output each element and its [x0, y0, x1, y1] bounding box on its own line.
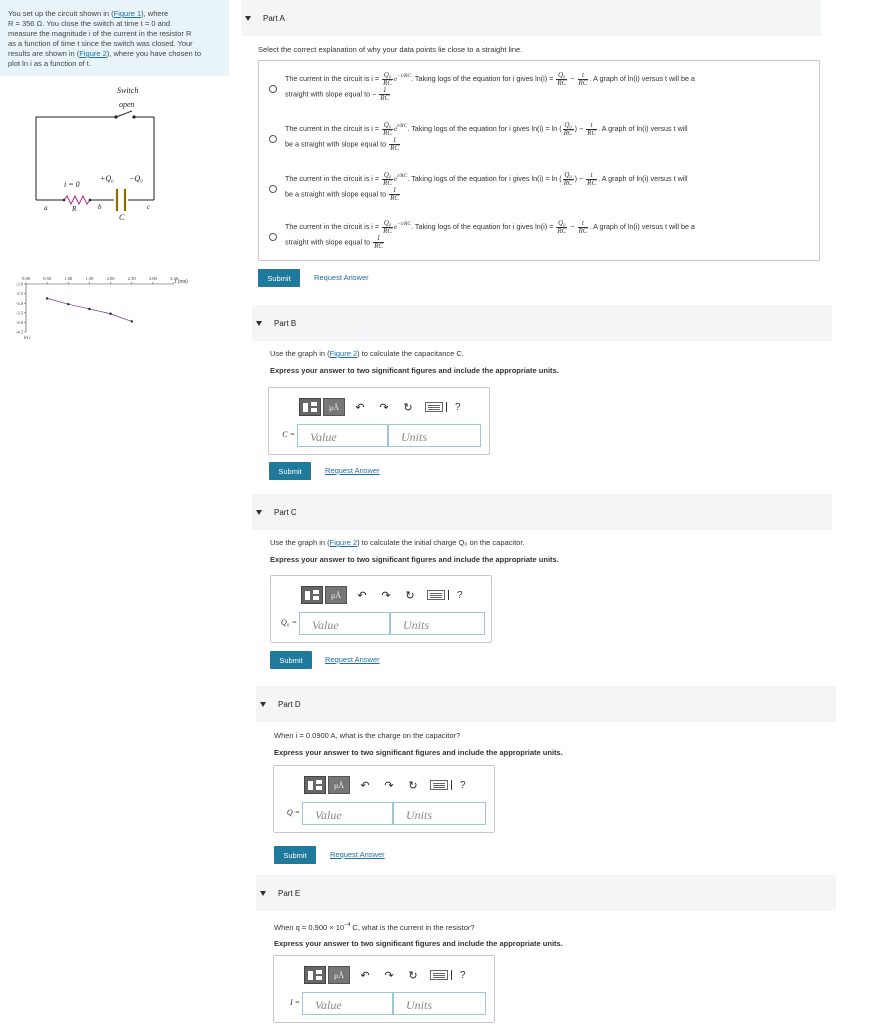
x-tick-label: 1.50: [85, 276, 94, 281]
redo-icon[interactable]: ↷: [381, 589, 391, 602]
intro-line-3: measure the magnitude i of the current in the resistor R: [8, 29, 192, 38]
part-b-title: Part B: [274, 318, 297, 328]
fraction: [382, 220, 393, 235]
templates-icon[interactable]: [304, 776, 326, 794]
option-text-part: be a straight with slope equal to: [285, 189, 387, 198]
minus-sign: −: [578, 124, 584, 133]
denominator: RC: [383, 226, 393, 235]
numerator: 1: [379, 87, 390, 95]
figure-2-link[interactable]: Figure 2: [329, 349, 358, 358]
prompt-text: Use the graph in (: [270, 349, 330, 358]
option-text-part: A graph of ln(i) versus t will be a: [593, 74, 695, 83]
part-b-prompt: [270, 349, 464, 358]
data-point: [67, 303, 69, 305]
part-c-prompt: [270, 538, 525, 547]
collapse-triangle-icon: [260, 702, 266, 707]
minus-sign: −: [570, 222, 575, 231]
node-a-label: a: [44, 204, 48, 212]
switch-blade: [116, 111, 132, 117]
part-d-answer-box: [273, 765, 495, 833]
fraction: [382, 122, 393, 137]
numerator: Q₀: [383, 120, 392, 129]
part-a-submit-button[interactable]: Submit: [258, 269, 300, 287]
variable-label: C =: [282, 430, 295, 439]
current-label: i = 0: [64, 180, 80, 189]
intro-line-4: as a function of time t since the switch was closed. Your: [8, 39, 193, 48]
part-c-title: Part C: [274, 507, 297, 517]
numerator: 1: [373, 235, 384, 243]
denominator: RC: [383, 78, 393, 87]
option-text-part: be a straight with slope equal to: [285, 139, 387, 148]
option-2-radio[interactable]: [269, 135, 277, 143]
denominator: RC: [380, 93, 390, 102]
divider: [451, 970, 452, 980]
option-2-text: The current in the circuit is i = $\frac{\text{Q₀}}{RC}$ $e^{t/RC}$. Taking logs of the equation for i gives ln(i) = ln ( $\frac{\text{Q₀}}{RC}$ ) − $\frac{t}{RC}$ . A graph of ln(i) versus t will be a straight with slope equal to $\frac{1}{RC}$: [285, 120, 688, 152]
help-icon[interactable]: ?: [460, 969, 466, 981]
value-input[interactable]: [299, 612, 390, 635]
part-e-prompt: [274, 922, 475, 932]
ln-i-vs-t-graph: [6, 270, 206, 350]
option-text-part: The current in the circuit is i =: [285, 74, 380, 83]
reset-icon[interactable]: ↻: [408, 779, 418, 792]
units-input[interactable]: [390, 612, 485, 635]
variable-label: Q₀ =: [281, 618, 297, 627]
option-text-part: A graph of ln(i) versus t will: [601, 174, 688, 183]
intro-line-1: [8, 9, 223, 19]
prompt-text: When q = 0.900 × 10: [274, 923, 345, 932]
keyboard-icon[interactable]: [425, 402, 443, 412]
part-d-header[interactable]: [256, 686, 836, 722]
fraction: [586, 122, 597, 137]
option-text-part: The current in the circuit is i =: [285, 222, 380, 231]
x-tick-label: 1.00: [64, 276, 73, 281]
denominator: RC: [383, 178, 393, 187]
denominator: RC: [383, 128, 393, 137]
part-a-prompt: Select the correct explanation of why your data points lie close to a straight line.: [258, 45, 523, 54]
data-point: [109, 313, 111, 315]
part-e-instructions: Express your answer to two significant figures and include the appropriate units.: [274, 939, 563, 948]
graph-axes: [24, 282, 174, 332]
fraction: [563, 122, 574, 137]
data-point: [131, 320, 133, 322]
problem-intro: [0, 0, 229, 76]
e-symbol: e: [394, 223, 398, 231]
prompt-text: C, what is the current in the resistor?: [350, 923, 475, 932]
fraction: [578, 72, 589, 87]
exponent: −4: [344, 922, 351, 928]
x-axis-label: t (ms): [175, 279, 188, 285]
numerator: Q₀: [564, 120, 572, 129]
data-series: [46, 297, 133, 322]
math-toolbar: [301, 584, 463, 606]
fraction: [373, 235, 384, 250]
switch-contact: [132, 115, 135, 118]
figure-1-link[interactable]: Figure 1: [113, 9, 142, 18]
y-tick-label: -4.0: [15, 320, 23, 325]
y-tick-label: -2.0: [15, 281, 23, 287]
option-text-part: Taking logs of the equation for i gives ln(i) = ln: [411, 124, 558, 133]
fraction: [556, 72, 567, 87]
numerator: 1: [389, 187, 400, 195]
part-b-submit-button[interactable]: Submit: [269, 462, 311, 480]
option-4-radio[interactable]: [269, 233, 277, 241]
numerator: 1: [389, 137, 400, 145]
exponent: t/RC: [397, 173, 408, 179]
units-input[interactable]: [393, 992, 486, 1015]
fraction: [389, 187, 400, 202]
units-icon[interactable]: μÅ: [328, 966, 350, 984]
collapse-triangle-icon: [256, 321, 262, 326]
numerator: t: [586, 172, 597, 180]
plus-charge-label: +Q₀: [100, 174, 114, 183]
figure-2-link[interactable]: Figure 2: [79, 49, 107, 58]
collapse-triangle-icon: [260, 891, 266, 896]
intro-text: results are shown in (: [8, 49, 80, 58]
denominator: RC: [587, 128, 597, 137]
x-tick-label: 0.00: [22, 276, 30, 281]
e-symbol: e: [394, 125, 398, 133]
option-text-part: Taking logs of the equation for i gives ln(i) =: [414, 74, 554, 83]
denominator: RC: [374, 241, 384, 250]
value-input[interactable]: [297, 424, 388, 447]
option-text-part: The current in the circuit is i =: [285, 174, 380, 183]
part-b-instructions: Express your answer to two significant figures and include the appropriate units.: [270, 366, 559, 375]
part-d-submit-button[interactable]: Submit: [274, 846, 316, 864]
part-c-answer-box: [270, 575, 492, 643]
y-tick-label: -4.5: [15, 329, 23, 335]
divider: [448, 590, 449, 600]
templates-icon[interactable]: [301, 586, 323, 604]
keyboard-icon[interactable]: [427, 590, 445, 600]
denominator: RC: [390, 143, 400, 152]
units-input[interactable]: [393, 802, 486, 825]
collapse-triangle-icon: [245, 16, 251, 21]
minus-sign: −: [570, 74, 575, 83]
denominator: RC: [578, 226, 588, 235]
undo-icon[interactable]: ↶: [360, 969, 370, 982]
node-c-label: c: [147, 203, 151, 211]
resistor-label: R: [72, 205, 77, 213]
help-icon[interactable]: ?: [460, 779, 466, 791]
denominator: RC: [578, 78, 588, 87]
open-label: open: [119, 100, 135, 109]
reset-icon[interactable]: ↻: [408, 969, 418, 982]
denominator: RC: [390, 193, 400, 202]
option-text-part: straight with slope equal to −: [285, 89, 377, 98]
part-b-header[interactable]: [252, 305, 832, 341]
part-c-submit-button[interactable]: Submit: [270, 651, 312, 669]
option-text-part: The current in the circuit is i =: [285, 124, 380, 133]
intro-text: ), where: [141, 9, 169, 18]
fraction: [563, 172, 574, 187]
numerator: t: [578, 220, 589, 228]
option-3-text: The current in the circuit is i = $\frac{\text{Q₀}}{RC}$ $e^{t/RC}$. Taking logs of the equation for i gives ln(i) = ln ( $\frac{\text{Q₀}}{RC}$ ) − $\frac{t}{RC}$ . A graph of ln(i) versus t will be a straight with slope equal to $\frac{1}{RC}$: [285, 170, 688, 202]
help-icon[interactable]: ?: [455, 401, 461, 413]
circuit-diagram: [26, 80, 171, 220]
units-icon[interactable]: μÅ: [328, 776, 350, 794]
redo-icon[interactable]: ↷: [384, 779, 394, 792]
e-symbol: e: [394, 75, 398, 83]
part-e-answer-box: [273, 955, 495, 1023]
x-tick-label: 2.00: [106, 276, 115, 281]
figure-2-link[interactable]: Figure 2: [329, 538, 358, 547]
part-d-instructions: Express your answer to two significant figures and include the appropriate units.: [274, 748, 563, 757]
collapse-triangle-icon: [256, 510, 262, 515]
denominator: RC: [563, 128, 573, 137]
resistor-symbol: [64, 196, 90, 204]
intro-line-5: [8, 49, 223, 59]
y-tick-label: -2.5: [15, 291, 23, 297]
prompt-text: Use the graph in (: [270, 538, 330, 547]
exponent: −t/RC: [397, 221, 412, 227]
exponent: t/RC: [397, 123, 408, 129]
part-a-title: Part A: [263, 13, 285, 23]
intro-text: ), where you have chosen to: [106, 49, 202, 58]
option-text-part: A graph of ln(i) versus t will be a: [593, 222, 695, 231]
option-text-part: Taking logs of the equation for i gives ln(i) = ln: [411, 174, 558, 183]
option-4-text: The current in the circuit is i = $\frac{\text{Q₀}}{RC}$ $e^{-t/RC}$. Taking logs of the equation for i gives ln(i) = $\frac{\text{Q₀}}{RC}$ − $\frac{t}{RC}$ . A graph of ln(i) versus t will be a straight with slope equal to $\frac{1}{RC}$: [285, 218, 695, 250]
fraction: [556, 220, 567, 235]
divider: [446, 402, 447, 412]
part-a-request-answer-link[interactable]: Request Answer: [314, 273, 369, 282]
numerator: t: [578, 72, 589, 80]
redo-icon[interactable]: ↷: [379, 401, 389, 414]
node-dot: [63, 199, 66, 202]
units-input[interactable]: [388, 424, 481, 447]
variable-label: Q =: [286, 808, 300, 817]
denominator: RC: [557, 78, 567, 87]
math-toolbar: [304, 964, 466, 986]
denominator: RC: [557, 226, 567, 235]
part-e-title: Part E: [278, 888, 301, 898]
node-b-label: b: [98, 203, 102, 211]
option-1-radio[interactable]: [269, 85, 277, 93]
prompt-text: ) to calculate the initial charge Q₀ on the capacitor.: [357, 538, 525, 547]
denominator: RC: [587, 178, 597, 187]
x-tick-label: 3.00: [148, 276, 157, 281]
undo-icon[interactable]: ↶: [357, 589, 367, 602]
switch-label: Switch: [117, 86, 139, 95]
option-1-text: The current in the circuit is i = $\frac{\text{Q₀}}{RC}$ $e^{-t/RC}$. Taking logs of the equation for i gives ln(i) = $\frac{\text{Q₀}}{RC}$ − $\frac{t}{RC}$ . A graph of ln(i) versus t will be a straight with slope equal to − $\frac{1}{RC}$: [285, 70, 695, 102]
option-text-part: A graph of ln(i) versus t will: [601, 124, 688, 133]
math-toolbar: [304, 774, 466, 796]
option-text-part: Taking logs of the equation for i gives ln(i) =: [414, 222, 554, 231]
switch-contact: [114, 115, 117, 118]
x-tick-label: 2.50: [127, 276, 136, 281]
math-toolbar: [299, 396, 461, 418]
node-dot: [89, 199, 92, 202]
fraction: [382, 72, 393, 87]
value-input[interactable]: [302, 992, 393, 1015]
part-d-request-answer-link[interactable]: Request Answer: [330, 850, 385, 859]
part-a-header[interactable]: [241, 0, 821, 36]
fraction: [389, 137, 400, 152]
x-tick-label: 3.50: [170, 276, 178, 281]
x-tick-label: 0.50: [43, 276, 52, 281]
redo-icon[interactable]: ↷: [384, 969, 394, 982]
numerator: Q₀: [383, 170, 392, 179]
fraction: [382, 172, 393, 187]
exponent: −t/RC: [397, 73, 412, 79]
minus-sign: −: [578, 174, 584, 183]
numerator: Q₀: [558, 218, 566, 227]
fraction: [379, 87, 390, 102]
keyboard-icon[interactable]: [430, 970, 448, 980]
numerator: Q₀: [383, 70, 392, 79]
numerator: Q₀: [558, 70, 566, 79]
x-tick-labels: [22, 276, 179, 281]
y-tick-label: -3.5: [15, 310, 23, 316]
fraction: [586, 172, 597, 187]
part-b-request-answer-link[interactable]: Request Answer: [325, 466, 380, 475]
reset-icon[interactable]: ↻: [403, 401, 413, 414]
y-tick-labels: [16, 282, 24, 335]
part-c-header[interactable]: [252, 494, 832, 530]
prompt-text: ) to calculate the capacitance C.: [357, 349, 464, 358]
part-c-instructions: Express your answer to two significant figures and include the appropriate units.: [270, 555, 559, 564]
option-3-radio[interactable]: [269, 185, 277, 193]
part-d-title: Part D: [278, 699, 301, 709]
variable-label: I =: [289, 998, 300, 1007]
denominator: RC: [563, 178, 573, 187]
reset-icon[interactable]: ↻: [405, 589, 415, 602]
capacitor-label: C: [119, 213, 125, 220]
units-icon[interactable]: μÅ: [325, 586, 347, 604]
data-point: [46, 297, 48, 299]
numerator: Q₀: [564, 170, 572, 179]
numerator: Q₀: [383, 218, 392, 227]
templates-icon[interactable]: [299, 398, 321, 416]
data-point: [88, 308, 90, 310]
value-input[interactable]: [302, 802, 393, 825]
part-b-answer-box: [268, 387, 490, 455]
part-d-prompt: When i = 0.0900 A, what is the charge on the capacitor?: [274, 731, 461, 740]
part-e-header[interactable]: [256, 875, 836, 911]
undo-icon[interactable]: ↶: [360, 779, 370, 792]
y-tick-label: -3.0: [15, 300, 23, 306]
intro-line-2: R = 356 Ω. You close the switch at time t = 0 and: [8, 19, 171, 28]
keyboard-icon[interactable]: [430, 780, 448, 790]
units-icon[interactable]: μÅ: [323, 398, 345, 416]
option-text-part: straight with slope equal to: [285, 237, 371, 246]
minus-charge-label: −Q₀: [129, 174, 143, 183]
intro-line-6: plot ln i as a function of t.: [8, 59, 91, 68]
divider: [451, 780, 452, 790]
part-c-request-answer-link[interactable]: Request Answer: [325, 655, 380, 664]
e-symbol: e: [394, 175, 398, 183]
y-axis-label: ln i: [24, 336, 31, 341]
help-icon[interactable]: ?: [457, 589, 463, 601]
part-a-options: [258, 60, 820, 261]
numerator: t: [586, 122, 597, 130]
templates-icon[interactable]: [304, 966, 326, 984]
fraction: [578, 220, 589, 235]
intro-text: You set up the circuit shown in (: [8, 9, 114, 18]
undo-icon[interactable]: ↶: [355, 401, 365, 414]
wire-right: [134, 117, 154, 200]
